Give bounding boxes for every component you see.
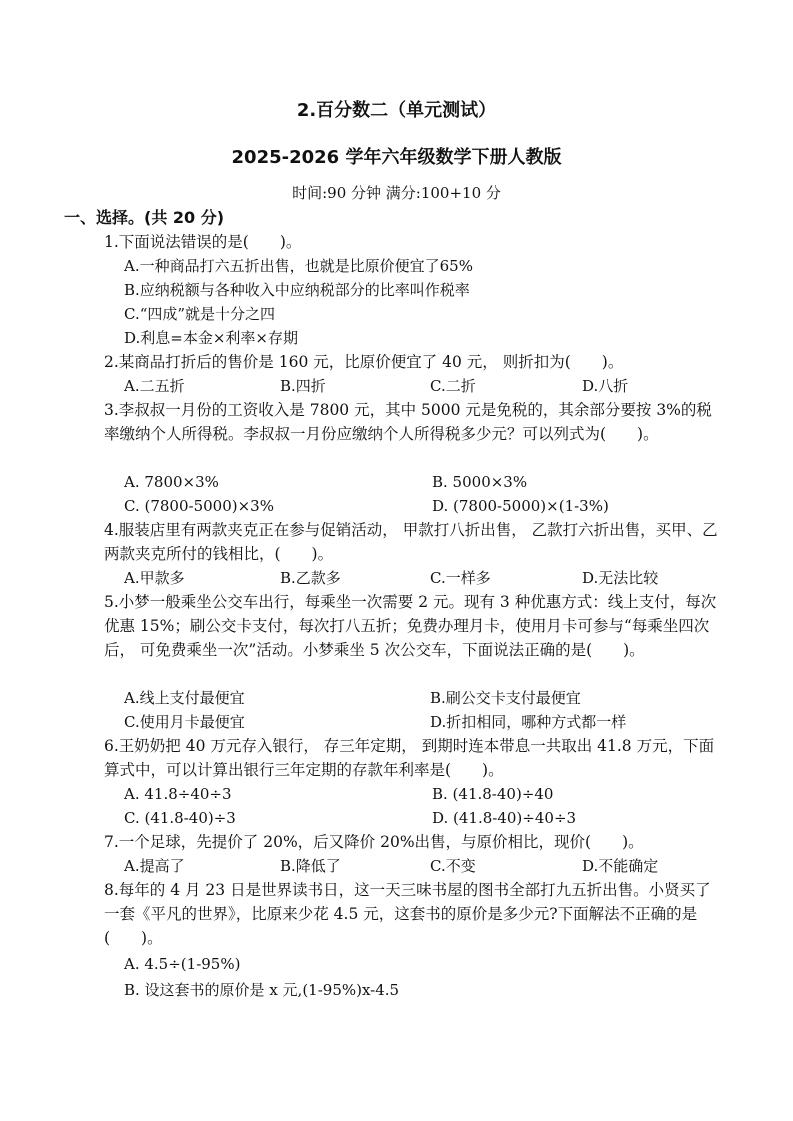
document-title: 2.百分数二（单元测试） <box>296 100 497 121</box>
question-6-stem: 6.王奶奶把 40 万元存入银行， 存三年定期， 到期时连本带息一共取出 41.8 万元，下面算式中，可以计算出银行三年定期的存款年利率是( )。 <box>104 737 715 779</box>
question-2-option-b: B.四折 <box>280 377 326 395</box>
question-2-stem: 2.某商品打折后的售价是 160 元，比原价便宜了 40 元， 则折扣为( )。 <box>104 353 624 371</box>
question-2-option-c: C.二折 <box>430 377 476 395</box>
question-8-stem: 8.每年的 4 月 23 日是世界读书日，这一天三味书屋的图书全部打九五折出售。小贤买了一套《平凡的世界》，比原来少花 4.5 元，这套书的原价是多少元?下面解法不正确的是( )。 <box>104 881 711 947</box>
question-7-option-d: D.不能确定 <box>582 857 659 875</box>
question-5-option-c: C.使用月卡最便宜 <box>124 713 245 731</box>
question-8-option-a: A. 4.5÷(1-95%) <box>124 955 241 973</box>
question-5-stem: 5.小梦一般乘坐公交车出行，每乘坐一次需要 2 元。现有 3 种优惠方式：线上支付，每次优惠 15%；刷公交卡支付，每次打八五折；免费办理月卡，使用月卡可参与“每乘坐四次后， 可免费乘坐一次”活动。小梦乘坐 5 次公交车，下面说法正确的是( )。 <box>104 593 717 659</box>
question-1-stem: 1.下面说法错误的是( )。 <box>104 233 302 251</box>
question-1-option-d: D.利息=本金×利率×存期 <box>124 329 298 347</box>
question-5-option-b: B.刷公交卡支付最便宜 <box>430 689 581 707</box>
question-7-option-b: B.降低了 <box>280 857 341 875</box>
question-3-option-d: D. (7800-5000)×(1-3%) <box>432 497 609 515</box>
question-2-option-d: D.八折 <box>582 377 629 395</box>
question-7-stem: 7.一个足球，先提价了 20%，后又降价 20%出售，与原价相比，现价( )。 <box>104 833 644 851</box>
question-1-option-a: A.一种商品打六五折出售，也就是比原价便宜了65% <box>124 257 473 275</box>
question-1-option-b: B.应纳税额与各种收入中应纳税部分的比率叫作税率 <box>124 281 470 299</box>
question-3-option-c: C. (7800-5000)×3% <box>124 497 274 515</box>
exam-meta: 时间:90 分钟 满分:100+10 分 <box>292 184 501 202</box>
question-4-option-d: D.无法比较 <box>582 569 659 587</box>
question-6-option-b: B. (41.8-40)÷40 <box>432 785 554 803</box>
question-6-option-d: D. (41.8-40)÷40÷3 <box>432 809 577 827</box>
question-3-option-b: B. 5000×3% <box>432 473 528 491</box>
question-7-option-a: A.提高了 <box>124 857 185 875</box>
question-7-option-c: C.不变 <box>430 857 476 875</box>
question-4-stem: 4.服装店里有两款夹克正在参与促销活动， 甲款打八折出售， 乙款打六折出售，买甲、乙两款夹克所付的钱相比，( )。 <box>104 521 718 563</box>
question-3-stem: 3.李叔叔一月份的工资收入是 7800 元，其中 5000 元是免税的，其余部分要按 3%的税率缴纳个人所得税。李叔叔一月份应缴纳个人所得税多少元？可以列式为( )。 <box>104 401 712 443</box>
question-3-option-a: A. 7800×3% <box>124 473 219 491</box>
question-4-option-b: B.乙款多 <box>280 569 341 587</box>
question-4-option-a: A.甲款多 <box>124 569 185 587</box>
question-5-option-a: A.线上支付最便宜 <box>124 689 245 707</box>
section-heading: 一、选择。(共 20 分) <box>64 208 225 227</box>
question-6-option-a: A. 41.8÷40÷3 <box>124 785 232 803</box>
question-4-option-c: C.一样多 <box>430 569 491 587</box>
question-2-option-a: A.二五折 <box>124 377 185 395</box>
question-6-option-c: C. (41.8-40)÷3 <box>124 809 236 827</box>
question-8-option-b: B. 设这套书的原价是 x 元,(1-95%)x-4.5 <box>124 981 400 999</box>
question-1-option-c: C.“四成”就是十分之四 <box>124 305 276 323</box>
question-5-option-d: D.折扣相同，哪种方式都一样 <box>430 713 627 731</box>
document-subtitle: 2025-2026 学年六年级数学下册人教版 <box>231 147 562 168</box>
